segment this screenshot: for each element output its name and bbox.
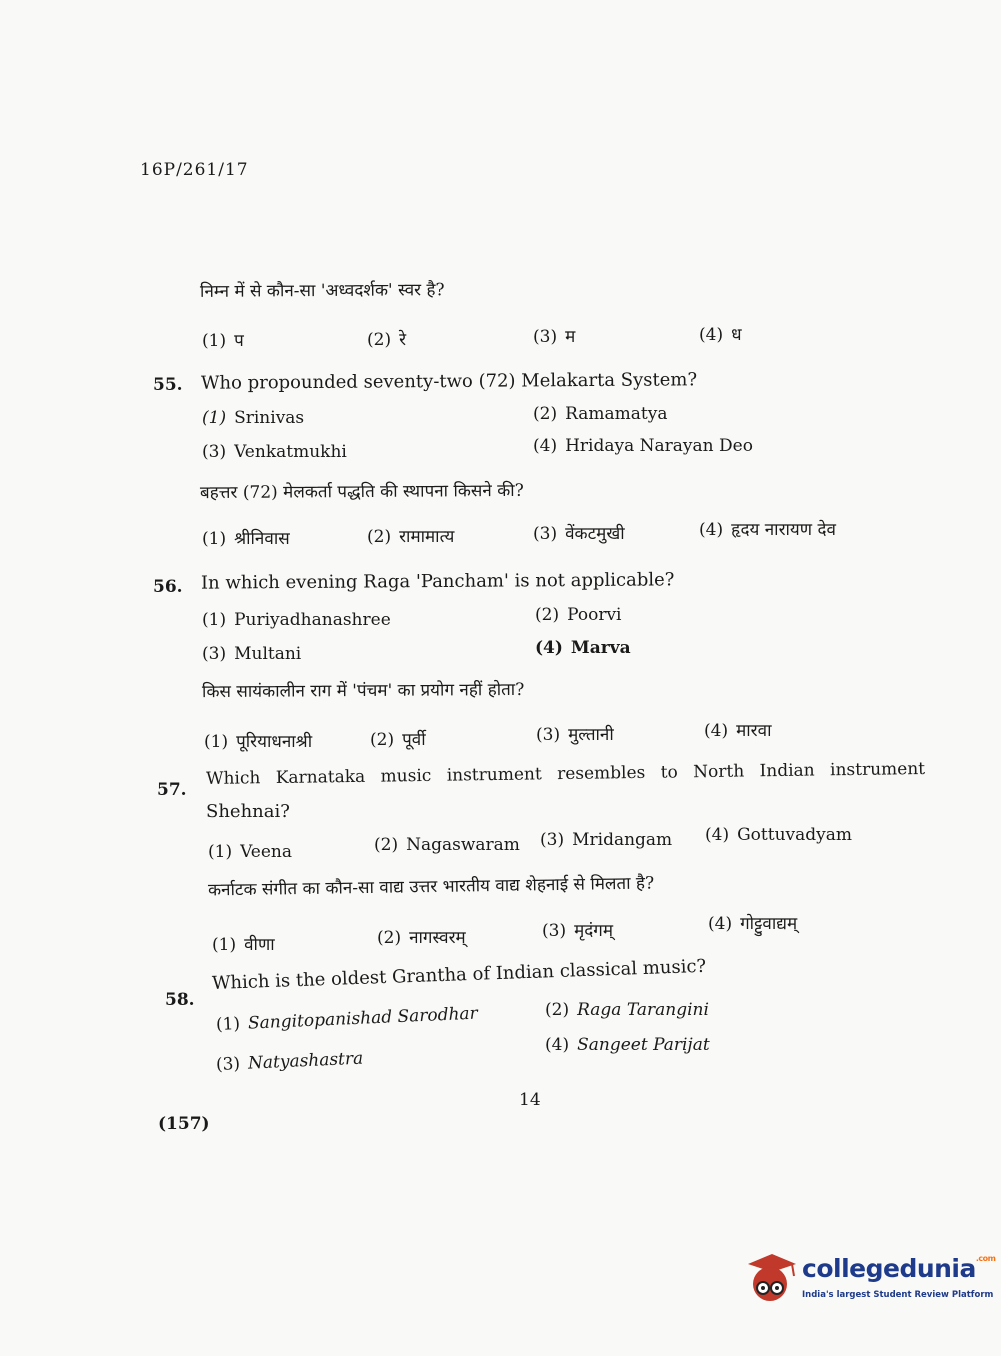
q57-option-2: (2) Nagaswaram bbox=[374, 835, 520, 855]
q55-option-1: (1) Srinivas bbox=[202, 408, 305, 428]
q55-number: 55. bbox=[153, 375, 183, 395]
q58-option-1: (1) Sangitopanishad Sarodhar bbox=[215, 1003, 479, 1035]
q57-question-line1: Which Karnataka music instrument resembles to North Indian instrument bbox=[205, 758, 926, 790]
q58-number: 58. bbox=[165, 990, 195, 1010]
collegedunia-logo bbox=[742, 1250, 996, 1312]
q56-hindi-option-2: (2) पूर्वी bbox=[370, 730, 426, 750]
q55-hindi-question: बहत्तर (72) मेलकर्ता पद्धति की स्थापना किसने की? bbox=[199, 480, 524, 504]
q58-option-3: (3) Natyashastra bbox=[215, 1048, 364, 1075]
q57-option-3: (3) Mridangam bbox=[540, 830, 673, 850]
q57-option-4: (4) Gottuvadyam bbox=[705, 825, 853, 845]
q56-option-1: (1) Puriyadhanashree bbox=[202, 610, 391, 630]
q58-option-2: (2) Raga Tarangini bbox=[545, 1000, 709, 1020]
q54-hindi-option-4: (4) ध bbox=[699, 325, 742, 345]
paper-code: 16P/261/17 bbox=[140, 160, 249, 180]
q57-hindi-option-3: (3) मृदंगम् bbox=[542, 921, 614, 941]
q56-option-4: (4) Marva bbox=[535, 638, 631, 658]
q58-question: Which is the oldest Grantha of Indian classical music? bbox=[211, 955, 707, 994]
q57-hindi-question: कर्नाटक संगीत का कौन-सा वाद्य उत्तर भारतीय वाद्य शेहनाई से मिलता है? bbox=[207, 873, 655, 901]
q57-hindi-option-1: (1) वीणा bbox=[212, 935, 275, 955]
q54-hindi-question: निम्न में से कौन-सा 'अध्वदर्शक' स्वर है? bbox=[199, 280, 445, 302]
q56-hindi-option-1: (1) पूरियाधनाश्री bbox=[204, 732, 313, 752]
logo-name: collegedunia$^{.com}$ bbox=[802, 1254, 996, 1283]
q56-number: 56. bbox=[153, 577, 183, 597]
q56-hindi-question: किस सायंकालीन राग में 'पंचम' का प्रयोग नहीं होता? bbox=[201, 679, 525, 703]
booklet-code: (157) bbox=[158, 1114, 210, 1134]
q55-option-3: (3) Venkatmukhi bbox=[202, 442, 347, 462]
q58-option-4: (4) Sangeet Parijat bbox=[545, 1035, 710, 1055]
q55-question: Who propounded seventy-two (72) Melakarta System? bbox=[200, 369, 698, 394]
q56-option-2: (2) Poorvi bbox=[535, 605, 622, 625]
logo-tagline: India's largest Student Review Platform bbox=[802, 1290, 994, 1300]
q54-hindi-option-2: (2) रे bbox=[367, 330, 407, 350]
q57-option-1: (1) Veena bbox=[208, 842, 293, 862]
q54-hindi-option-3: (3) म bbox=[533, 327, 576, 347]
q56-hindi-option-3: (3) मुल्तानी bbox=[536, 725, 614, 745]
q55-option-2: (2) Ramamatya bbox=[533, 404, 668, 424]
q57-question-line2: Shehnai? bbox=[206, 801, 290, 822]
q56-option-3: (3) Multani bbox=[202, 644, 302, 664]
q57-hindi-option-4: (4) गोट्टुवाद्यम् bbox=[708, 914, 798, 934]
logo-domain-suffix: .com bbox=[975, 1254, 996, 1263]
page-number: 14 bbox=[519, 1090, 541, 1110]
q54-hindi-option-1: (1) प bbox=[202, 331, 244, 351]
q55-hindi-option-4: (4) हृदय नारायण देव bbox=[699, 520, 836, 540]
q55-hindi-option-1: (1) श्रीनिवास bbox=[202, 529, 290, 549]
mascot-icon bbox=[742, 1250, 798, 1308]
q57-hindi-option-2: (2) नागस्वरम् bbox=[377, 928, 466, 948]
q56-question: In which evening Raga 'Pancham' is not applicable? bbox=[200, 569, 675, 594]
q56-hindi-option-4: (4) मारवा bbox=[704, 721, 772, 741]
q55-option-4: (4) Hridaya Narayan Deo bbox=[533, 436, 753, 456]
q57-number: 57. bbox=[157, 780, 187, 800]
q55-hindi-option-3: (3) वेंकटमुखी bbox=[533, 524, 625, 544]
q55-hindi-option-2: (2) रामामात्य bbox=[367, 527, 455, 547]
